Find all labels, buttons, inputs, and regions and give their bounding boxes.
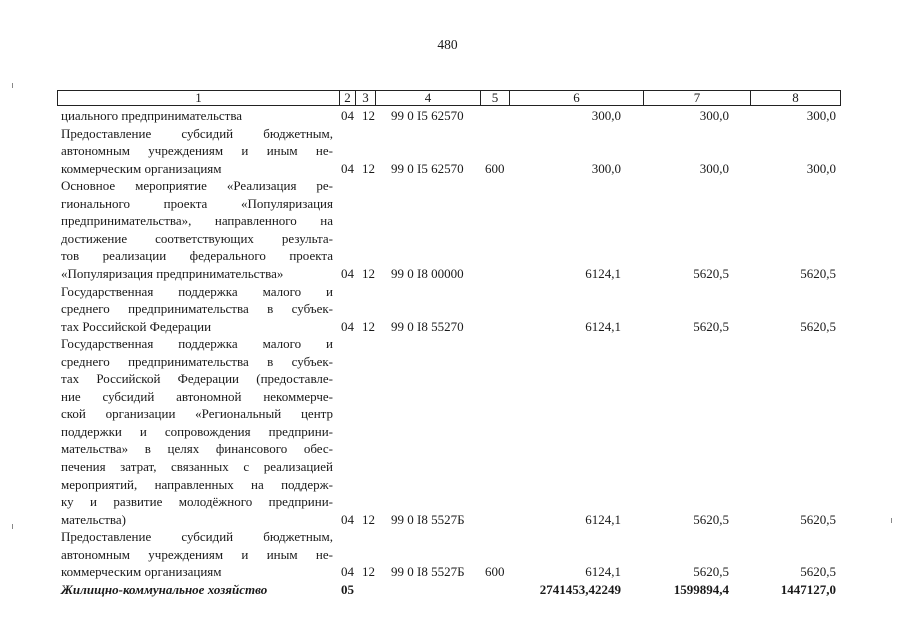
cell-c4: 99 0 I8 55270 (391, 318, 464, 334)
cell-c7: 5620,5 (693, 265, 729, 281)
cell-c2: 04 (341, 265, 354, 281)
cell-c5: 600 (485, 564, 505, 580)
cell-c7: 300,0 (699, 160, 729, 176)
row-description (61, 528, 333, 581)
description-line: печения затрат, связанных с реализацией (61, 458, 333, 474)
description-line: тах Российской Федерации (61, 318, 212, 334)
description-line: среднего предпринимательства в субъек- (61, 353, 333, 369)
column-header: 3 (355, 91, 375, 105)
row-description (61, 177, 333, 282)
description-line: коммерческим организациям (61, 160, 222, 176)
table-row (0, 581, 905, 599)
column-header: 2 (339, 91, 355, 105)
cell-c6: 300,0 (591, 160, 621, 176)
description-line: Жилищно-коммунальное хозяйство (61, 581, 268, 597)
cell-c8: 5620,5 (800, 564, 836, 580)
description-line: Предоставление субсидий бюджетным, (61, 125, 333, 141)
table-row (0, 283, 905, 336)
table-row (0, 335, 905, 528)
cell-c3: 12 (362, 265, 375, 281)
cell-c7: 300,0 (699, 108, 729, 123)
description-line: мательства» в целях финансового обес- (61, 441, 333, 457)
description-line: достижение соответствующих результа- (61, 230, 333, 246)
cell-c2: 04 (341, 160, 354, 176)
cell-c7: 5620,5 (693, 318, 729, 334)
cell-c7: 5620,5 (693, 511, 729, 527)
description-line: автономным учреждениям и иным не- (61, 143, 333, 159)
scan-mark (12, 83, 13, 88)
column-header: 5 (480, 91, 509, 105)
description-line: мательства) (61, 511, 126, 527)
description-line: мероприятий, направленных на поддерж- (61, 476, 333, 492)
row-description (61, 283, 333, 336)
description-line: тах Российской Федерации (предоставле- (61, 371, 333, 387)
cell-c3: 12 (362, 511, 375, 527)
description-line: предпринимательства», направленного на (61, 213, 333, 229)
cell-c6: 2741453,42249 (539, 581, 621, 597)
cell-c4: 99 0 I8 00000 (391, 265, 464, 281)
column-header: 7 (643, 91, 750, 105)
cell-c2: 04 (341, 511, 354, 527)
description-line: коммерческим организациям (61, 564, 222, 580)
cell-c7: 1599894,4 (673, 581, 729, 597)
cell-c8: 1447127,0 (780, 581, 836, 597)
page-number: 480 (437, 37, 458, 52)
cell-c2: 04 (341, 564, 354, 580)
cell-c2: 05 (341, 581, 354, 597)
table-row (0, 125, 905, 178)
cell-c8: 5620,5 (800, 511, 836, 527)
cell-c3: 12 (362, 564, 375, 580)
row-description (61, 125, 333, 178)
description-line: Государственная поддержка малого и (61, 283, 333, 299)
cell-c3: 12 (362, 160, 375, 176)
cell-c8: 5620,5 (800, 265, 836, 281)
cell-c3: 12 (362, 318, 375, 334)
cell-c2: 04 (341, 108, 354, 123)
description-line: ку и развитие молодёжного предприни- (61, 494, 333, 510)
description-line: Предоставление субсидий бюджетным, (61, 529, 333, 545)
cell-c4: 99 0 I5 62570 (391, 108, 464, 123)
cell-c5: 600 (485, 160, 505, 176)
cell-c8: 300,0 (806, 160, 836, 176)
row-description (61, 107, 333, 125)
description-line: поддержки и сопровождения предприни- (61, 423, 333, 439)
table-row (0, 528, 905, 581)
row-description (61, 581, 333, 599)
cell-c3: 12 (362, 108, 375, 123)
cell-c4: 99 0 I8 5527Б (391, 564, 465, 580)
description-line: Основное мероприятие «Реализация ре- (61, 178, 333, 194)
cell-c7: 5620,5 (693, 564, 729, 580)
column-header: 8 (750, 91, 840, 105)
cell-c6: 6124,1 (585, 265, 621, 281)
cell-c8: 5620,5 (800, 318, 836, 334)
cell-c8: 300,0 (806, 108, 836, 123)
cell-c6: 300,0 (591, 108, 621, 123)
cell-c4: 99 0 I5 62570 (391, 160, 464, 176)
table-row (0, 107, 905, 125)
cell-c6: 6124,1 (585, 318, 621, 334)
cell-c6: 6124,1 (585, 511, 621, 527)
description-line: среднего предпринимательства в субъек- (61, 301, 333, 317)
table-header (57, 90, 841, 106)
cell-c4: 99 0 I8 5527Б (391, 511, 465, 527)
cell-c2: 04 (341, 318, 354, 334)
scan-mark (891, 518, 892, 523)
column-header: 6 (509, 91, 643, 105)
description-line: циального предпринимательства (61, 108, 243, 123)
row-description (61, 335, 333, 528)
table-row (0, 177, 905, 282)
description-line: автономным учреждениям и иным не- (61, 546, 333, 562)
description-line: «Популяризация предпринимательства» (61, 265, 284, 281)
cell-c6: 6124,1 (585, 564, 621, 580)
description-line: Государственная поддержка малого и (61, 336, 333, 352)
description-line: тов реализации федерального проекта (61, 248, 333, 264)
scan-mark (12, 524, 13, 529)
column-header: 1 (195, 90, 202, 105)
description-line: ние субсидий автономной некоммерче- (61, 388, 333, 404)
description-line: ской организации «Региональный центр (61, 406, 333, 422)
column-header: 4 (375, 91, 480, 105)
description-line: гионального проекта «Популяризация (61, 195, 333, 211)
